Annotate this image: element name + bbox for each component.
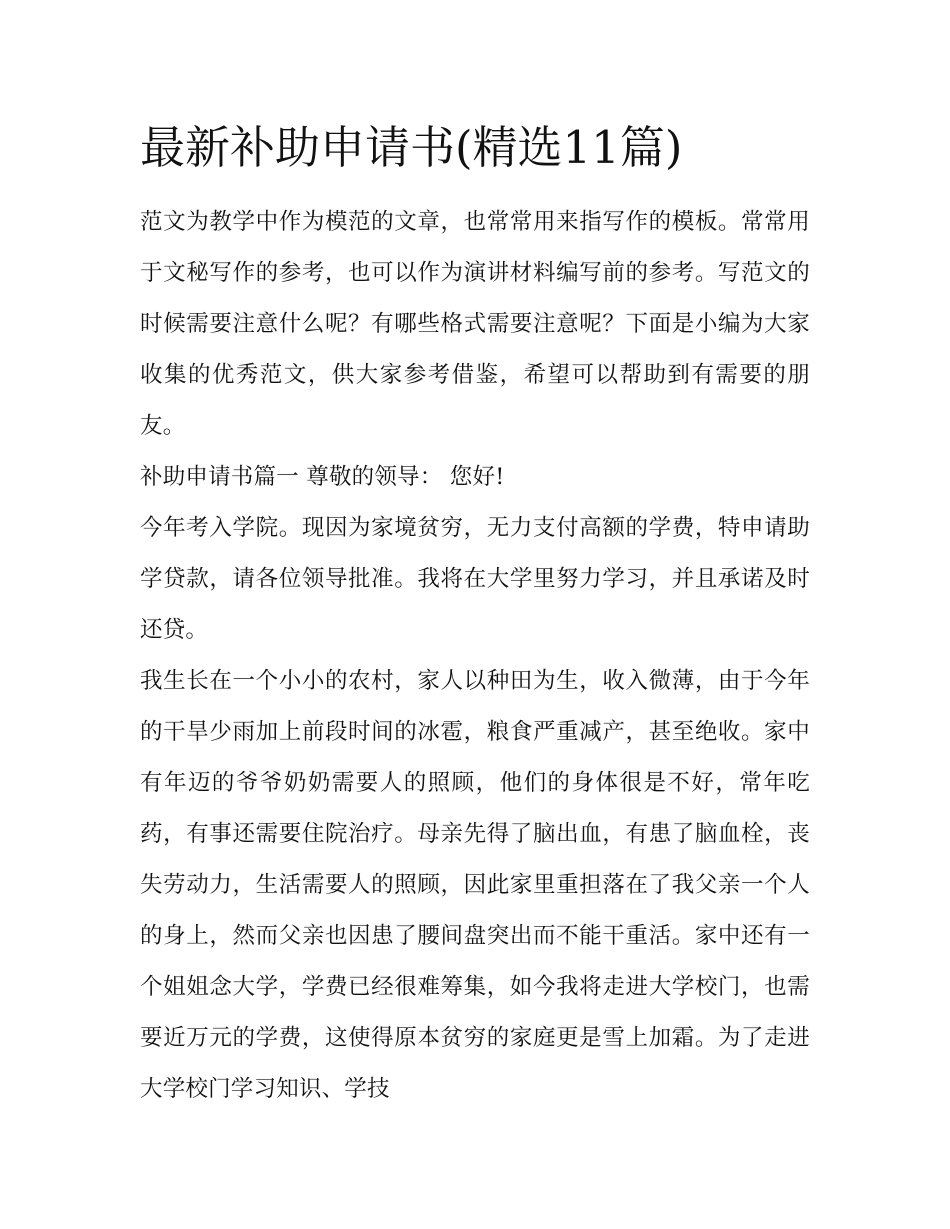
salutation-paragraph: 补助申请书篇一 尊敬的领导： 您好! <box>140 464 505 490</box>
family-situation-paragraph: 我生长在一个小小的农村，家人以种田为生，收入微薄，由于今年的干旱少雨加上前段时间的冰雹，粮食严重减产，甚至绝收。家中有年迈的爷爷奶奶需要人的照顾，他们的身体很是不好，常年吃药，有事还需要住院治疗。母亲先得了脑出血，有患了脑血栓，丧失劳动力，生活需要人的照顾，因此家里重担落在了我父亲一个人的身上，然而父亲也因患了腰间盘突出而不能干重活。家中还有一个姐姐念大学，学费已经很难筹集，如今我将走进大学校门，也需要近万元的学费，这使得原本贫穷的家庭更是雪上加霜。为了走进大学校门学习知识、学技 <box>140 668 810 1102</box>
document-title: 最新补助申请书(精选11篇) <box>140 121 683 174</box>
application-paragraph: 今年考入学院。现因为家境贫穷，无力支付高额的学费，特申请助学贷款，请各位领导批准。我将在大学里努力学习，并且承诺及时还贷。 <box>140 515 810 643</box>
intro-paragraph: 范文为教学中作为模范的文章，也常常用来指写作的模板。常常用于文秘写作的参考，也可以作为演讲材料编写前的参考。写范文的时候需要注意什么呢？有哪些格式需要注意呢？下面是小编为大家收集的优秀范文，供大家参考借鉴，希望可以帮助到有需要的朋友。 <box>140 209 810 439</box>
document-body <box>140 197 810 1115</box>
